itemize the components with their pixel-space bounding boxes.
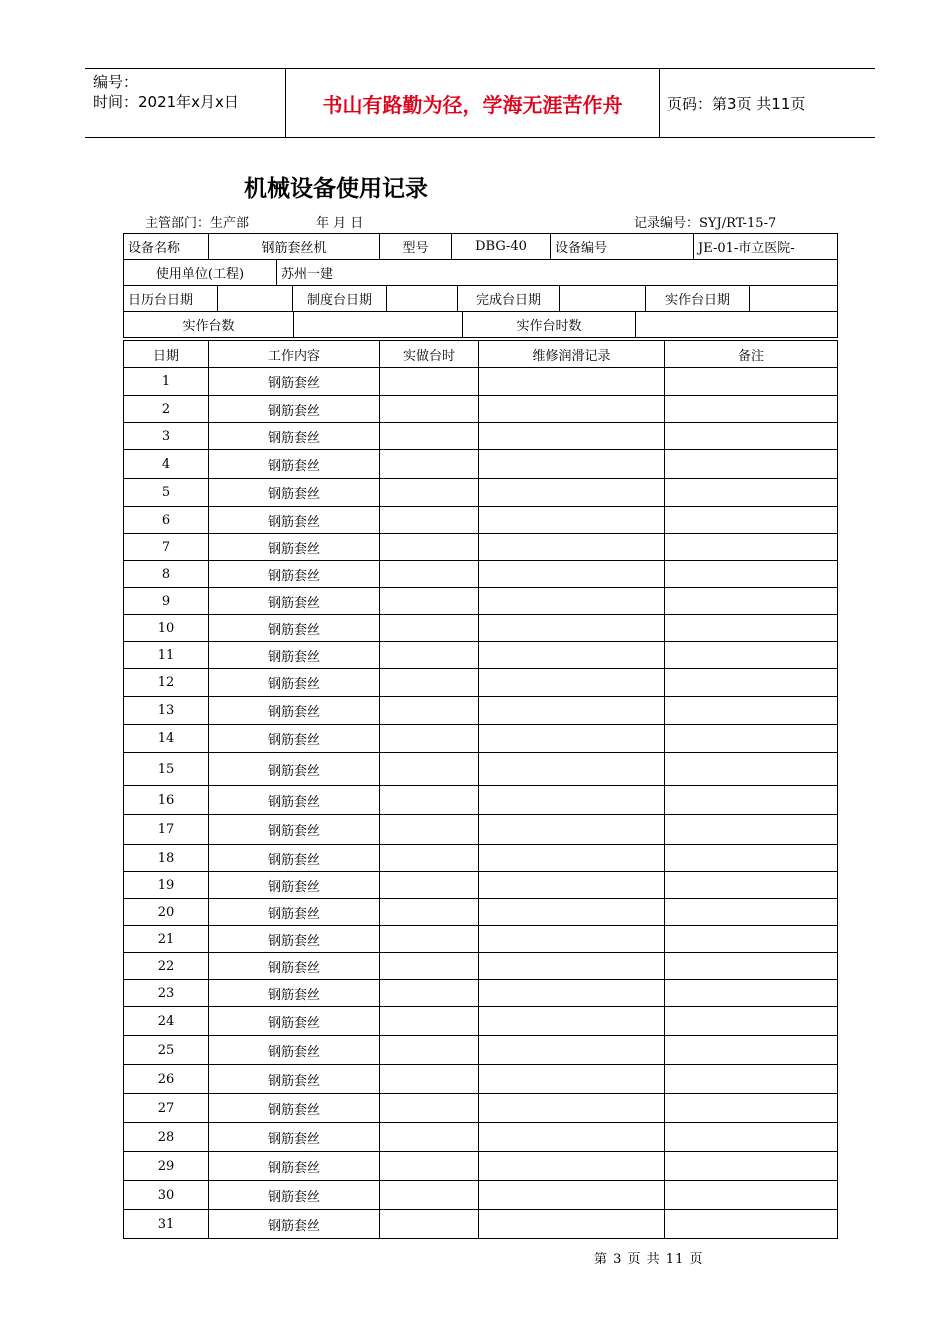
log-remarks xyxy=(665,786,838,815)
unit-row xyxy=(124,260,838,286)
log-hours xyxy=(380,872,479,899)
log-hours xyxy=(380,1210,479,1239)
table-row xyxy=(124,534,838,561)
header-page-label: 页码：第3页 共11页 xyxy=(667,95,806,113)
log-maintenance xyxy=(479,1007,665,1036)
table-row xyxy=(124,1094,838,1123)
unit-table xyxy=(123,259,838,286)
log-day: 2 xyxy=(124,396,209,423)
log-work: 钢筋套丝 xyxy=(209,953,380,980)
header-work: 工作内容 xyxy=(209,341,380,368)
table-row xyxy=(124,697,838,725)
log-work: 钢筋套丝 xyxy=(209,1181,380,1210)
log-maintenance xyxy=(479,1094,665,1123)
log-remarks xyxy=(665,1123,838,1152)
system-days-label: 制度台日期 xyxy=(293,286,387,312)
log-remarks xyxy=(665,669,838,697)
page-footer: 第 3 页 共 11 页 xyxy=(594,1252,704,1267)
log-remarks xyxy=(665,396,838,423)
log-remarks xyxy=(665,423,838,450)
log-header-row xyxy=(124,341,838,368)
log-day: 4 xyxy=(124,450,209,479)
log-hours xyxy=(380,450,479,479)
log-day: 26 xyxy=(124,1065,209,1094)
table-row xyxy=(124,615,838,642)
log-day: 1 xyxy=(124,368,209,396)
log-day: 5 xyxy=(124,479,209,507)
table-row xyxy=(124,1065,838,1094)
log-remarks xyxy=(665,872,838,899)
log-work: 钢筋套丝 xyxy=(209,1094,380,1123)
log-work: 钢筋套丝 xyxy=(209,697,380,725)
motto: 书山有路勤为径，学海无涯苦作舟 xyxy=(286,69,660,137)
table-row xyxy=(124,561,838,588)
table-row xyxy=(124,899,838,926)
log-day: 8 xyxy=(124,561,209,588)
log-work: 钢筋套丝 xyxy=(209,725,380,753)
date-line: 年 月 日 xyxy=(316,216,364,231)
log-remarks xyxy=(665,368,838,396)
log-work: 钢筋套丝 xyxy=(209,786,380,815)
log-remarks xyxy=(665,642,838,669)
log-work: 钢筋套丝 xyxy=(209,1065,380,1094)
table-row xyxy=(124,396,838,423)
days-table xyxy=(123,285,838,312)
log-work: 钢筋套丝 xyxy=(209,642,380,669)
log-work: 钢筋套丝 xyxy=(209,450,380,479)
header-hours: 实做台时 xyxy=(380,341,479,368)
header-meta-cell xyxy=(85,69,286,137)
log-work: 钢筋套丝 xyxy=(209,588,380,615)
department: 主管部门：生产部 xyxy=(145,216,250,231)
log-day: 12 xyxy=(124,669,209,697)
log-work: 钢筋套丝 xyxy=(209,534,380,561)
document-title: 机械设备使用记录 xyxy=(244,176,428,202)
log-hours xyxy=(380,899,479,926)
log-maintenance xyxy=(479,1152,665,1181)
log-maintenance xyxy=(479,396,665,423)
equip-name-value: 钢筋套丝机 xyxy=(209,234,380,260)
table-row xyxy=(124,1123,838,1152)
log-hours xyxy=(380,1181,479,1210)
log-day: 11 xyxy=(124,642,209,669)
log-hours xyxy=(380,669,479,697)
log-maintenance xyxy=(479,561,665,588)
log-remarks xyxy=(665,588,838,615)
log-day: 20 xyxy=(124,899,209,926)
log-hours xyxy=(380,953,479,980)
log-day: 28 xyxy=(124,1123,209,1152)
model-label: 型号 xyxy=(380,234,452,260)
log-work: 钢筋套丝 xyxy=(209,669,380,697)
equipment-info-table xyxy=(123,233,838,260)
log-work: 钢筋套丝 xyxy=(209,423,380,450)
log-remarks xyxy=(665,479,838,507)
actual-count-label: 实作台数 xyxy=(124,312,294,338)
log-hours xyxy=(380,786,479,815)
log-work: 钢筋套丝 xyxy=(209,479,380,507)
log-remarks xyxy=(665,899,838,926)
log-hours xyxy=(380,396,479,423)
log-work: 钢筋套丝 xyxy=(209,815,380,845)
actual-hours-value xyxy=(636,312,838,338)
table-row xyxy=(124,669,838,697)
record-number: 记录编号：SYJ/RT-15-7 xyxy=(634,216,777,231)
table-row xyxy=(124,926,838,953)
log-day: 21 xyxy=(124,926,209,953)
table-row xyxy=(124,368,838,396)
log-maintenance xyxy=(479,815,665,845)
log-work: 钢筋套丝 xyxy=(209,980,380,1007)
log-day: 18 xyxy=(124,845,209,872)
log-hours xyxy=(380,926,479,953)
code-label: 编号： xyxy=(93,73,139,91)
log-maintenance xyxy=(479,845,665,872)
log-day: 31 xyxy=(124,1210,209,1239)
log-maintenance xyxy=(479,368,665,396)
log-maintenance xyxy=(479,1123,665,1152)
table-row xyxy=(124,450,838,479)
log-hours xyxy=(380,642,479,669)
log-remarks xyxy=(665,615,838,642)
log-day: 15 xyxy=(124,753,209,786)
header-date: 日期 xyxy=(124,341,209,368)
log-maintenance xyxy=(479,1210,665,1239)
header-remarks: 备注 xyxy=(665,341,838,368)
log-maintenance xyxy=(479,697,665,725)
log-day: 9 xyxy=(124,588,209,615)
unit-value: 苏州一建 xyxy=(277,260,838,286)
complete-days-value xyxy=(560,286,646,312)
log-remarks xyxy=(665,1036,838,1065)
log-maintenance xyxy=(479,725,665,753)
log-day: 22 xyxy=(124,953,209,980)
log-remarks xyxy=(665,534,838,561)
log-day: 17 xyxy=(124,815,209,845)
equip-name-label: 设备名称 xyxy=(124,234,209,260)
log-maintenance xyxy=(479,786,665,815)
log-hours xyxy=(380,423,479,450)
log-hours xyxy=(380,753,479,786)
log-work: 钢筋套丝 xyxy=(209,1007,380,1036)
log-hours xyxy=(380,507,479,534)
table-row xyxy=(124,423,838,450)
log-remarks xyxy=(665,1065,838,1094)
log-maintenance xyxy=(479,669,665,697)
log-work: 钢筋套丝 xyxy=(209,396,380,423)
log-hours xyxy=(380,561,479,588)
count-table xyxy=(123,311,838,338)
log-remarks xyxy=(665,926,838,953)
log-remarks xyxy=(665,1181,838,1210)
log-hours xyxy=(380,479,479,507)
log-maintenance xyxy=(479,615,665,642)
log-maintenance xyxy=(479,926,665,953)
log-maintenance xyxy=(479,953,665,980)
complete-days-label: 完成台日期 xyxy=(458,286,560,312)
table-row xyxy=(124,786,838,815)
log-work: 钢筋套丝 xyxy=(209,753,380,786)
log-work: 钢筋套丝 xyxy=(209,926,380,953)
system-days-value xyxy=(387,286,458,312)
equip-no-value: JE-01-市立医院- xyxy=(694,234,838,260)
equip-no-label: 设备编号 xyxy=(551,234,694,260)
log-work: 钢筋套丝 xyxy=(209,845,380,872)
log-day: 24 xyxy=(124,1007,209,1036)
log-remarks xyxy=(665,953,838,980)
log-work: 钢筋套丝 xyxy=(209,507,380,534)
log-maintenance xyxy=(479,450,665,479)
log-work: 钢筋套丝 xyxy=(209,615,380,642)
table-row xyxy=(124,588,838,615)
log-hours xyxy=(380,534,479,561)
log-work: 钢筋套丝 xyxy=(209,1152,380,1181)
log-remarks xyxy=(665,1152,838,1181)
table-row xyxy=(124,507,838,534)
log-work: 钢筋套丝 xyxy=(209,1036,380,1065)
log-work: 钢筋套丝 xyxy=(209,872,380,899)
table-row xyxy=(124,1007,838,1036)
log-maintenance xyxy=(479,588,665,615)
log-work: 钢筋套丝 xyxy=(209,1210,380,1239)
log-hours xyxy=(380,1123,479,1152)
table-row xyxy=(124,1210,838,1239)
log-hours xyxy=(380,980,479,1007)
table-row xyxy=(124,725,838,753)
table-row xyxy=(124,1181,838,1210)
log-hours xyxy=(380,1007,479,1036)
log-day: 27 xyxy=(124,1094,209,1123)
table-row xyxy=(124,642,838,669)
log-maintenance xyxy=(479,1065,665,1094)
log-maintenance xyxy=(479,980,665,1007)
log-maintenance xyxy=(479,534,665,561)
log-day: 16 xyxy=(124,786,209,815)
table-row xyxy=(124,753,838,786)
log-day: 14 xyxy=(124,725,209,753)
log-remarks xyxy=(665,1094,838,1123)
log-maintenance xyxy=(479,1181,665,1210)
daily-log-table xyxy=(123,340,838,1239)
log-maintenance xyxy=(479,507,665,534)
log-hours xyxy=(380,1094,479,1123)
log-day: 13 xyxy=(124,697,209,725)
log-maintenance xyxy=(479,899,665,926)
log-day: 19 xyxy=(124,872,209,899)
log-work: 钢筋套丝 xyxy=(209,899,380,926)
log-day: 10 xyxy=(124,615,209,642)
header-maintenance: 维修润滑记录 xyxy=(479,341,665,368)
log-hours xyxy=(380,368,479,396)
table-row xyxy=(124,479,838,507)
table-row xyxy=(124,872,838,899)
log-day: 7 xyxy=(124,534,209,561)
log-hours xyxy=(380,588,479,615)
log-hours xyxy=(380,615,479,642)
count-row xyxy=(124,312,838,338)
log-day: 23 xyxy=(124,980,209,1007)
log-work: 钢筋套丝 xyxy=(209,1123,380,1152)
log-remarks xyxy=(665,980,838,1007)
model-value: DBG-40 xyxy=(452,234,551,260)
calendar-days-value xyxy=(218,286,293,312)
unit-label: 使用单位(工程) xyxy=(124,260,277,286)
log-day: 30 xyxy=(124,1181,209,1210)
log-hours xyxy=(380,845,479,872)
log-day: 25 xyxy=(124,1036,209,1065)
log-hours xyxy=(380,1036,479,1065)
days-row xyxy=(124,286,838,312)
actual-days-value xyxy=(750,286,838,312)
table-row xyxy=(124,953,838,980)
page-header xyxy=(85,68,875,138)
log-remarks xyxy=(665,753,838,786)
log-maintenance xyxy=(479,479,665,507)
log-day: 29 xyxy=(124,1152,209,1181)
log-hours xyxy=(380,815,479,845)
log-maintenance xyxy=(479,872,665,899)
actual-hours-label: 实作台时数 xyxy=(463,312,636,338)
calendar-days-label: 日历台日期 xyxy=(124,286,218,312)
log-work: 钢筋套丝 xyxy=(209,368,380,396)
log-remarks xyxy=(665,845,838,872)
table-row xyxy=(124,980,838,1007)
table-row xyxy=(124,1152,838,1181)
log-remarks xyxy=(665,507,838,534)
table-row xyxy=(124,1036,838,1065)
actual-count-value xyxy=(294,312,463,338)
time-label: 时间：2021年x月x日 xyxy=(93,93,239,111)
log-hours xyxy=(380,725,479,753)
log-remarks xyxy=(665,1007,838,1036)
log-remarks xyxy=(665,1210,838,1239)
equipment-row xyxy=(124,234,838,260)
log-day: 6 xyxy=(124,507,209,534)
log-remarks xyxy=(665,450,838,479)
log-remarks xyxy=(665,815,838,845)
log-maintenance xyxy=(479,753,665,786)
log-work: 钢筋套丝 xyxy=(209,561,380,588)
log-hours xyxy=(380,1152,479,1181)
table-row xyxy=(124,845,838,872)
log-maintenance xyxy=(479,642,665,669)
log-maintenance xyxy=(479,423,665,450)
log-hours xyxy=(380,1065,479,1094)
log-hours xyxy=(380,697,479,725)
log-remarks xyxy=(665,725,838,753)
actual-days-label: 实作台日期 xyxy=(646,286,750,312)
log-remarks xyxy=(665,697,838,725)
log-day: 3 xyxy=(124,423,209,450)
log-maintenance xyxy=(479,1036,665,1065)
log-remarks xyxy=(665,561,838,588)
table-row xyxy=(124,815,838,845)
